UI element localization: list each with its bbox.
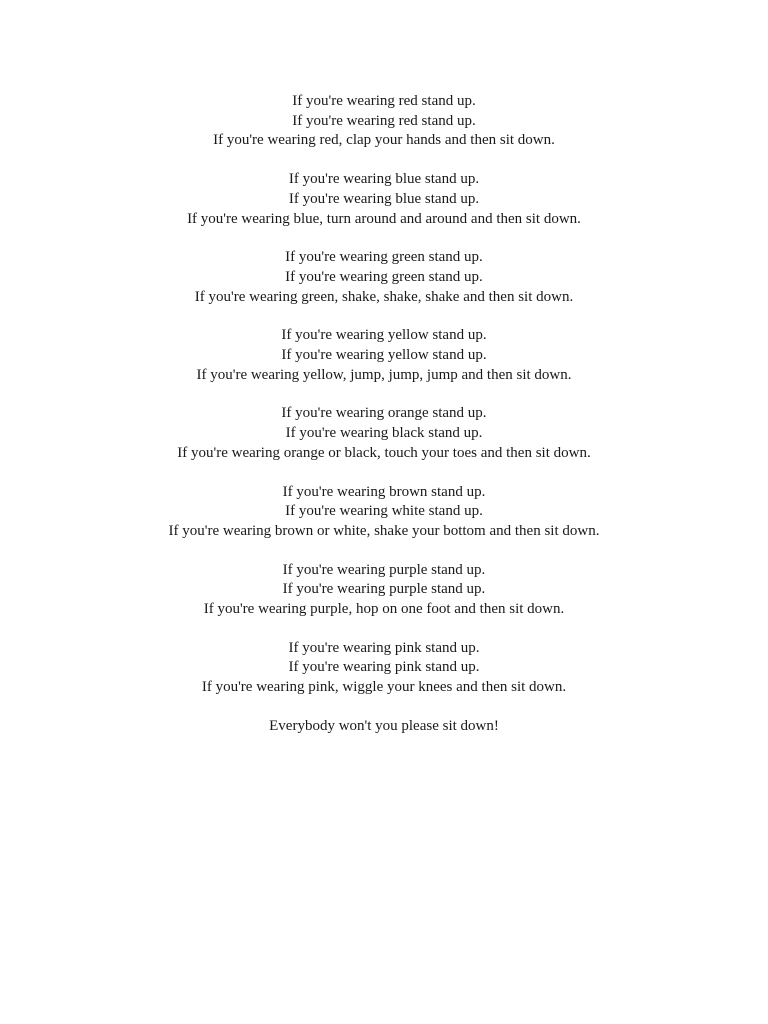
stanza-purple — [0, 561, 768, 620]
stanza-line: If you're wearing green stand up. — [285, 268, 483, 285]
stanza-orange-black — [0, 404, 768, 463]
stanza-line: If you're wearing green, shake, shake, shake and then sit down. — [194, 288, 574, 305]
stanza-line: If you're wearing black stand up. — [285, 425, 483, 442]
stanza-green — [0, 248, 768, 307]
stanza-line: If you're wearing blue stand up. — [288, 171, 480, 188]
stanza-line: If you're wearing purple stand up. — [282, 581, 486, 598]
stanza-line: If you're wearing white stand up. — [285, 503, 483, 520]
song-page — [0, 92, 768, 756]
stanza-line: If you're wearing brown stand up. — [282, 483, 486, 500]
stanza-line: If you're wearing green stand up. — [285, 249, 483, 266]
stanza-line: If you're wearing pink, wiggle your knees and then sit down. — [201, 679, 567, 696]
stanza-line: If you're wearing purple stand up. — [282, 561, 486, 578]
stanza-line: If you're wearing red stand up. — [292, 93, 476, 109]
stanza-line: If you're wearing purple, hop on one foot and then sit down. — [203, 601, 565, 618]
closing-line: Everybody won't you please sit down! — [269, 717, 499, 734]
stanza-line: If you're wearing yellow stand up. — [281, 347, 487, 364]
closing-stanza — [0, 717, 768, 737]
stanza-yellow — [0, 326, 768, 385]
stanza-blue — [0, 170, 768, 229]
stanza-brown-white — [0, 483, 768, 542]
stanza-line: If you're wearing blue, turn around and around and then sit down. — [187, 210, 581, 227]
stanza-line: If you're wearing yellow stand up. — [281, 327, 487, 344]
stanza-line: If you're wearing pink stand up. — [288, 639, 480, 656]
stanza-pink — [0, 639, 768, 698]
stanza-line: If you're wearing brown or white, shake your bottom and then sit down. — [168, 522, 600, 539]
stanza-line: If you're wearing orange stand up. — [281, 405, 487, 422]
stanza-line: If you're wearing red stand up. — [292, 112, 476, 129]
stanza-line: If you're wearing yellow, jump, jump, jump and then sit down. — [196, 366, 572, 383]
stanza-line: If you're wearing orange or black, touch your toes and then sit down. — [177, 444, 591, 461]
stanza-red — [0, 92, 768, 151]
stanza-line: If you're wearing blue stand up. — [288, 190, 480, 207]
stanza-line: If you're wearing red, clap your hands and then sit down. — [213, 132, 555, 149]
stanza-line: If you're wearing pink stand up. — [288, 659, 480, 676]
